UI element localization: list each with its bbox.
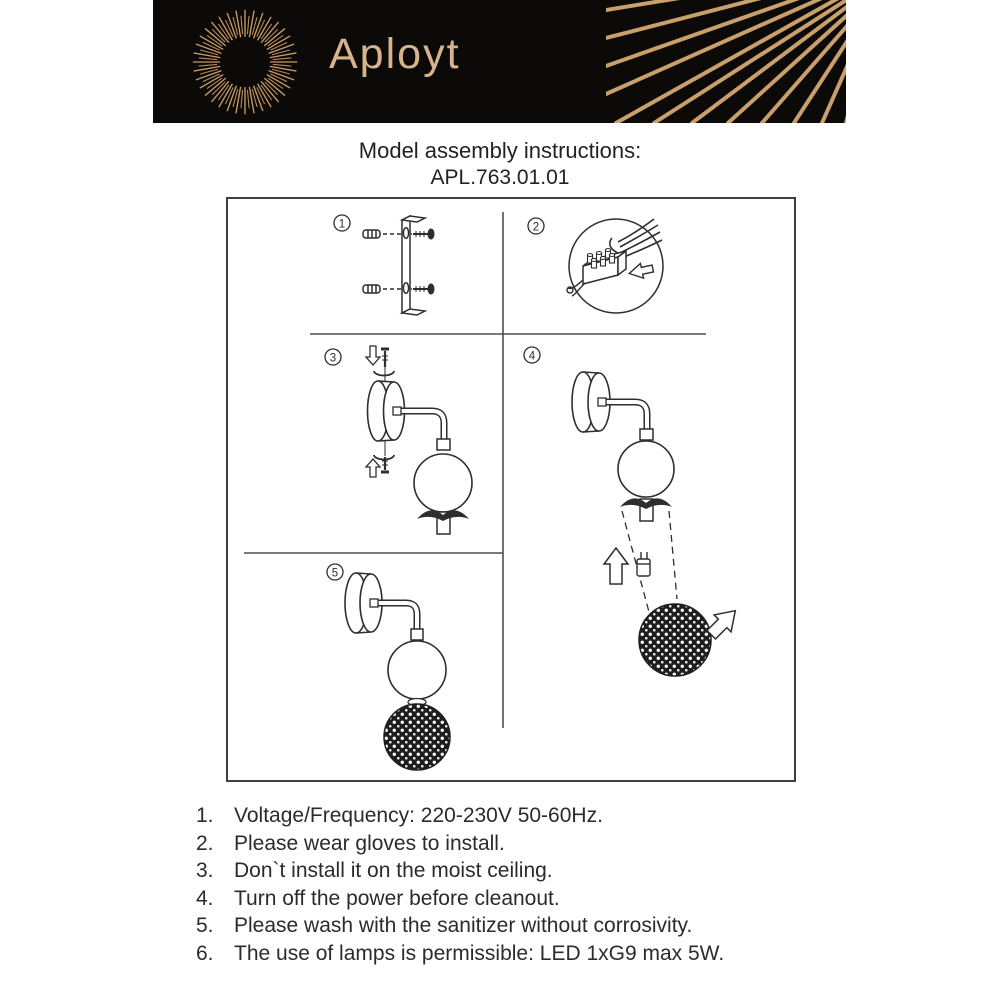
insert-up-arrow xyxy=(604,548,628,584)
svg-text:5: 5 xyxy=(331,567,339,580)
note-number: 2. xyxy=(196,831,214,855)
svg-text:4: 4 xyxy=(528,350,536,363)
list-item xyxy=(196,804,916,832)
note-text: Don`t install it on the moist ceiling. xyxy=(234,859,553,882)
note-text: The use of lamps is permissible: LED 1xG9 max 5W. xyxy=(234,941,725,965)
svg-text:2: 2 xyxy=(532,221,540,234)
safety-notes-list xyxy=(196,804,916,969)
title-block xyxy=(0,138,1000,190)
wall-anchor xyxy=(363,230,380,293)
step-2-badge xyxy=(528,218,544,234)
list-item xyxy=(196,859,916,887)
step-5-badge xyxy=(327,564,343,580)
step3-mounting-diagram xyxy=(366,346,472,534)
note-text: Voltage/Frequency: 220-230V 50-60Hz. xyxy=(234,804,603,827)
step5-assembled-diagram xyxy=(345,573,450,770)
note-number: 3. xyxy=(196,859,214,882)
corner-rays-icon xyxy=(606,0,846,123)
note-text: Please wash with the sanitizer without corrosivity. xyxy=(234,914,693,937)
svg-text:1: 1 xyxy=(338,218,346,231)
assembly-diagram-box xyxy=(225,196,797,783)
mounting-screw xyxy=(413,229,434,294)
list-item xyxy=(196,887,916,915)
glass-globe xyxy=(414,454,472,512)
list-item xyxy=(196,832,916,860)
model-code: APL.763.01.01 xyxy=(430,165,570,189)
step2-wiring-diagram xyxy=(567,219,663,313)
page-title: Model assembly instructions: xyxy=(358,138,642,163)
insert-arrow xyxy=(628,261,655,281)
step1-bracket-diagram xyxy=(363,216,434,315)
note-number: 4. xyxy=(196,886,214,910)
list-item xyxy=(196,914,916,942)
brand-banner xyxy=(153,0,846,123)
step-4-badge xyxy=(524,347,540,363)
glass-globe xyxy=(388,641,446,699)
list-item xyxy=(196,942,916,970)
step-badges xyxy=(325,215,544,580)
mesh-shade xyxy=(639,604,711,676)
brand-name: Aployt xyxy=(329,30,461,78)
step-1-badge xyxy=(334,215,350,231)
mesh-shade xyxy=(384,704,450,770)
wall-bracket xyxy=(402,216,425,315)
diagram-grid xyxy=(227,198,795,781)
sunburst-logo-icon xyxy=(187,4,303,120)
screw-down-arrow xyxy=(366,346,394,382)
step4-bulb-shade-diagram xyxy=(572,372,744,676)
glass-globe xyxy=(618,441,674,497)
g9-bulb xyxy=(637,552,650,576)
note-text: Please wear gloves to install. xyxy=(234,831,505,855)
note-number: 1. xyxy=(196,804,214,827)
screw-up-arrow xyxy=(366,441,394,477)
svg-text:3: 3 xyxy=(329,352,337,365)
step-3-badge xyxy=(325,349,341,365)
note-text: Turn off the power before cleanout. xyxy=(234,886,560,910)
note-number: 6. xyxy=(196,941,214,965)
note-number: 5. xyxy=(196,914,214,937)
